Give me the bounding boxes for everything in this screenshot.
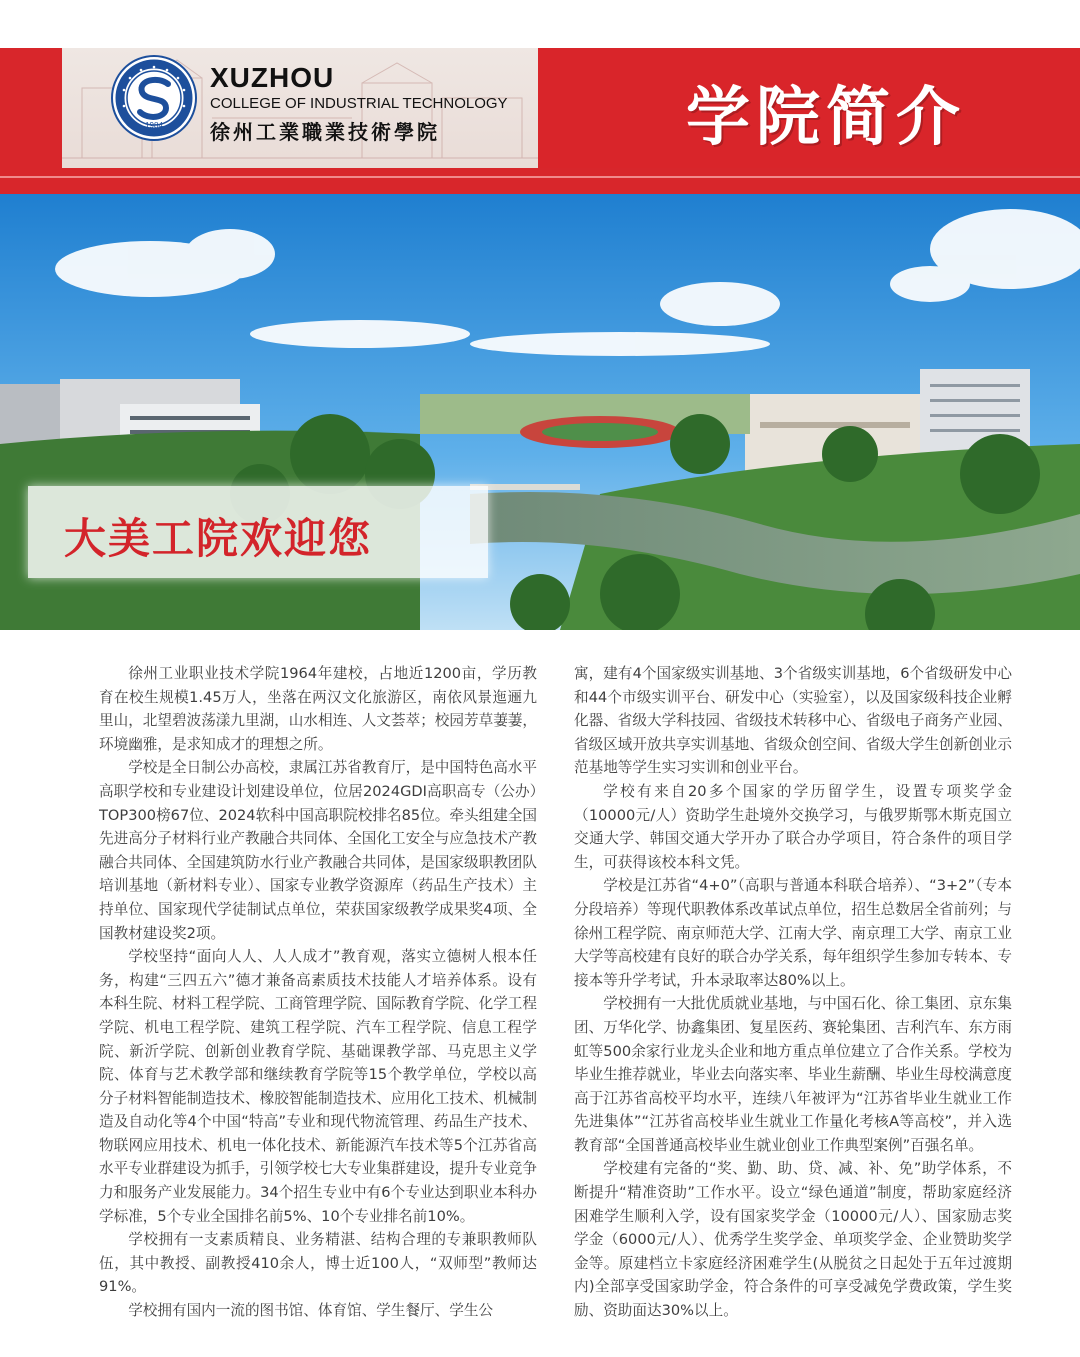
paragraph-education: 学校坚持“面向人人、人人成才”教育观，落实立德树人根本任务，构建“三四五六”德才兼备高素质技术技能人才培养体系。设有本科生院、材料工程学院、工商管理学院、国际教育学院、化学工程学院、机电工程学院、建筑工程学院、汽车工程学院、信息工程学院、新沂学院、创新创业教育学院、基础课教学部、马克思主义学院、体育与艺术教学部和继续教育学院等15个教学单位，学校以高分子材料智能制造技术、橡胶智能制造技术、应用化工技术、机械制造及自动化等4个中国“特高”专业和现代物流管理、药品生产技术、物联网应用技术、机电一体化技术、新能源汽车技术等5个江苏省高水平专业群建设为抓手，引领学校七大专业集群建设，提升专业竞争力和服务产业发展能力。34个招生专业中有6个专业达到职业本科办学标准，5个专业全国排名前5%、10个专业排名前10%。 xyxy=(99,948,537,1225)
paragraph-financial-aid: 学校建有完备的“奖、勤、助、贷、减、补、免”助学体系，不断提升“精准资助”工作水平。设立“绿色通道”制度，帮助家庭经济困难学生顺利入学，设有国家奖学金（10000元/人）、国家励志奖学金（6000元/人）、优秀学生奖学金、单项奖学金、企业赞助奖学金等。原建档立卡家庭经济困难学生(从脱贫之日起处于五年过渡期内)全部享受国家助学金，符合条件的可享受减免学费政策，学生奖励、资助面达30%以上。 xyxy=(574,1160,1012,1320)
red-divider-band xyxy=(0,168,1080,194)
paragraph-admission: 学校是江苏省“4+0”（高职与普通本科联合培养）、“3+2”（专本分段培养）等现代职教体系改革试点单位，招生总数居全省前列；与徐州工程学院、南京师范大学、江南大学、南京理工大学、南京工业大学等高校建有良好的联合办学关系，每年组织学生参加专转本、专接本等升学考试，升本录取率达80%以上。 xyxy=(574,877,1012,989)
page-title: 学院简介 xyxy=(686,80,966,155)
college-logo-icon xyxy=(110,54,198,142)
welcome-overlay xyxy=(28,486,488,578)
brand-english-name: XUZHOU xyxy=(210,62,335,93)
brand-subtitle: COLLEGE OF INDUSTRIAL TECHNOLOGY xyxy=(210,95,508,112)
paragraph-facilities-cont: 寓，建有4个国家级实训基地、3个省级实训基地，6个省级研发中心和44个市级实训平台、研发中心（实验室），以及国家级科技企业孵化器、省级大学科技园、省级技术转移中心、省级电子商务产业园、省级区域开放共享实训基地、省级众创空间、省级大学生创新创业示范基地等学生实习实训和创业平台。 xyxy=(574,665,1012,777)
paragraph-employment: 学校拥有一大批优质就业基地，与中国石化、徐工集团、京东集团、万华化学、协鑫集团、复星医药、赛轮集团、吉利汽车、东方雨虹等500余家行业龙头企业和地方重点单位建立了合作关系。学校为毕业生推荐就业，毕业去向落实率、毕业生薪酬、毕业生母校满意度高于江苏省高校平均水平，连续八年被评为“江苏省毕业生就业工作先进集体”“江苏省高校毕业生就业工作量化考核A等高校”，并入选教育部“全国普通高校毕业生就业创业工作典型案例”百强名单。 xyxy=(574,995,1012,1154)
paragraph-international: 学校有来自20多个国家的学历留学生，设置专项奖学金（10000元/人）资助学生赴境外交换学习，与俄罗斯鄂木斯克国立交通大学、韩国交通大学开办了联合办学项目，符合条件的项目学生，可获得该校本科文凭。 xyxy=(574,782,1012,871)
logo-year: 1984 xyxy=(145,121,163,130)
brand-panel xyxy=(62,48,538,168)
body-right-column xyxy=(574,662,1012,1323)
body-left-column xyxy=(99,662,537,1323)
welcome-heading: 大美工院欢迎您 xyxy=(64,514,373,563)
top-margin xyxy=(0,0,1080,48)
header-banner xyxy=(0,48,1080,168)
brand-chinese-name: 徐州工業職業技術學院 xyxy=(210,120,440,144)
red-divider-line xyxy=(0,176,1080,178)
paragraph-facilities: 学校拥有国内一流的图书馆、体育馆、学生餐厅、学生公 xyxy=(128,1302,494,1320)
paragraph-intro: 徐州工业职业技术学院1964年建校，占地近1200亩，学历教育在校生规模1.45万人，坐落在两汉文化旅游区，南依风景迤逦九里山，北望碧波荡漾九里湖，山水相连、人文荟萃；校园芳草萋萋，环境幽雅，是求知成才的理想之所。 xyxy=(99,665,537,753)
title-panel xyxy=(538,48,1080,168)
campus-photo xyxy=(0,194,1080,630)
paragraph-faculty: 学校拥有一支素质精良、业务精湛、结构合理的专兼职教师队伍，其中教授、副教授410余人，博士近100人，“双师型”教师达91%。 xyxy=(99,1231,537,1296)
paragraph-status: 学校是全日制公办高校，隶属江苏省教育厅，是中国特色高水平高职学校和专业建设计划建设单位，位居2024GDI高职高专（公办）TOP300榜67位、2024软科中国高职院校排名85位。牵头组建全国先进高分子材料行业产教融合共同体、全国化工安全与应急技术产教融合共同体、全国建筑防水行业产教融合共同体，是国家级职教团队培训基地（新材料专业）、国家专业教学资源库（药品生产技术）主持单位、国家现代学徒制试点单位，荣获国家级教学成果奖4项、全国教材建设奖2项。 xyxy=(99,759,537,942)
